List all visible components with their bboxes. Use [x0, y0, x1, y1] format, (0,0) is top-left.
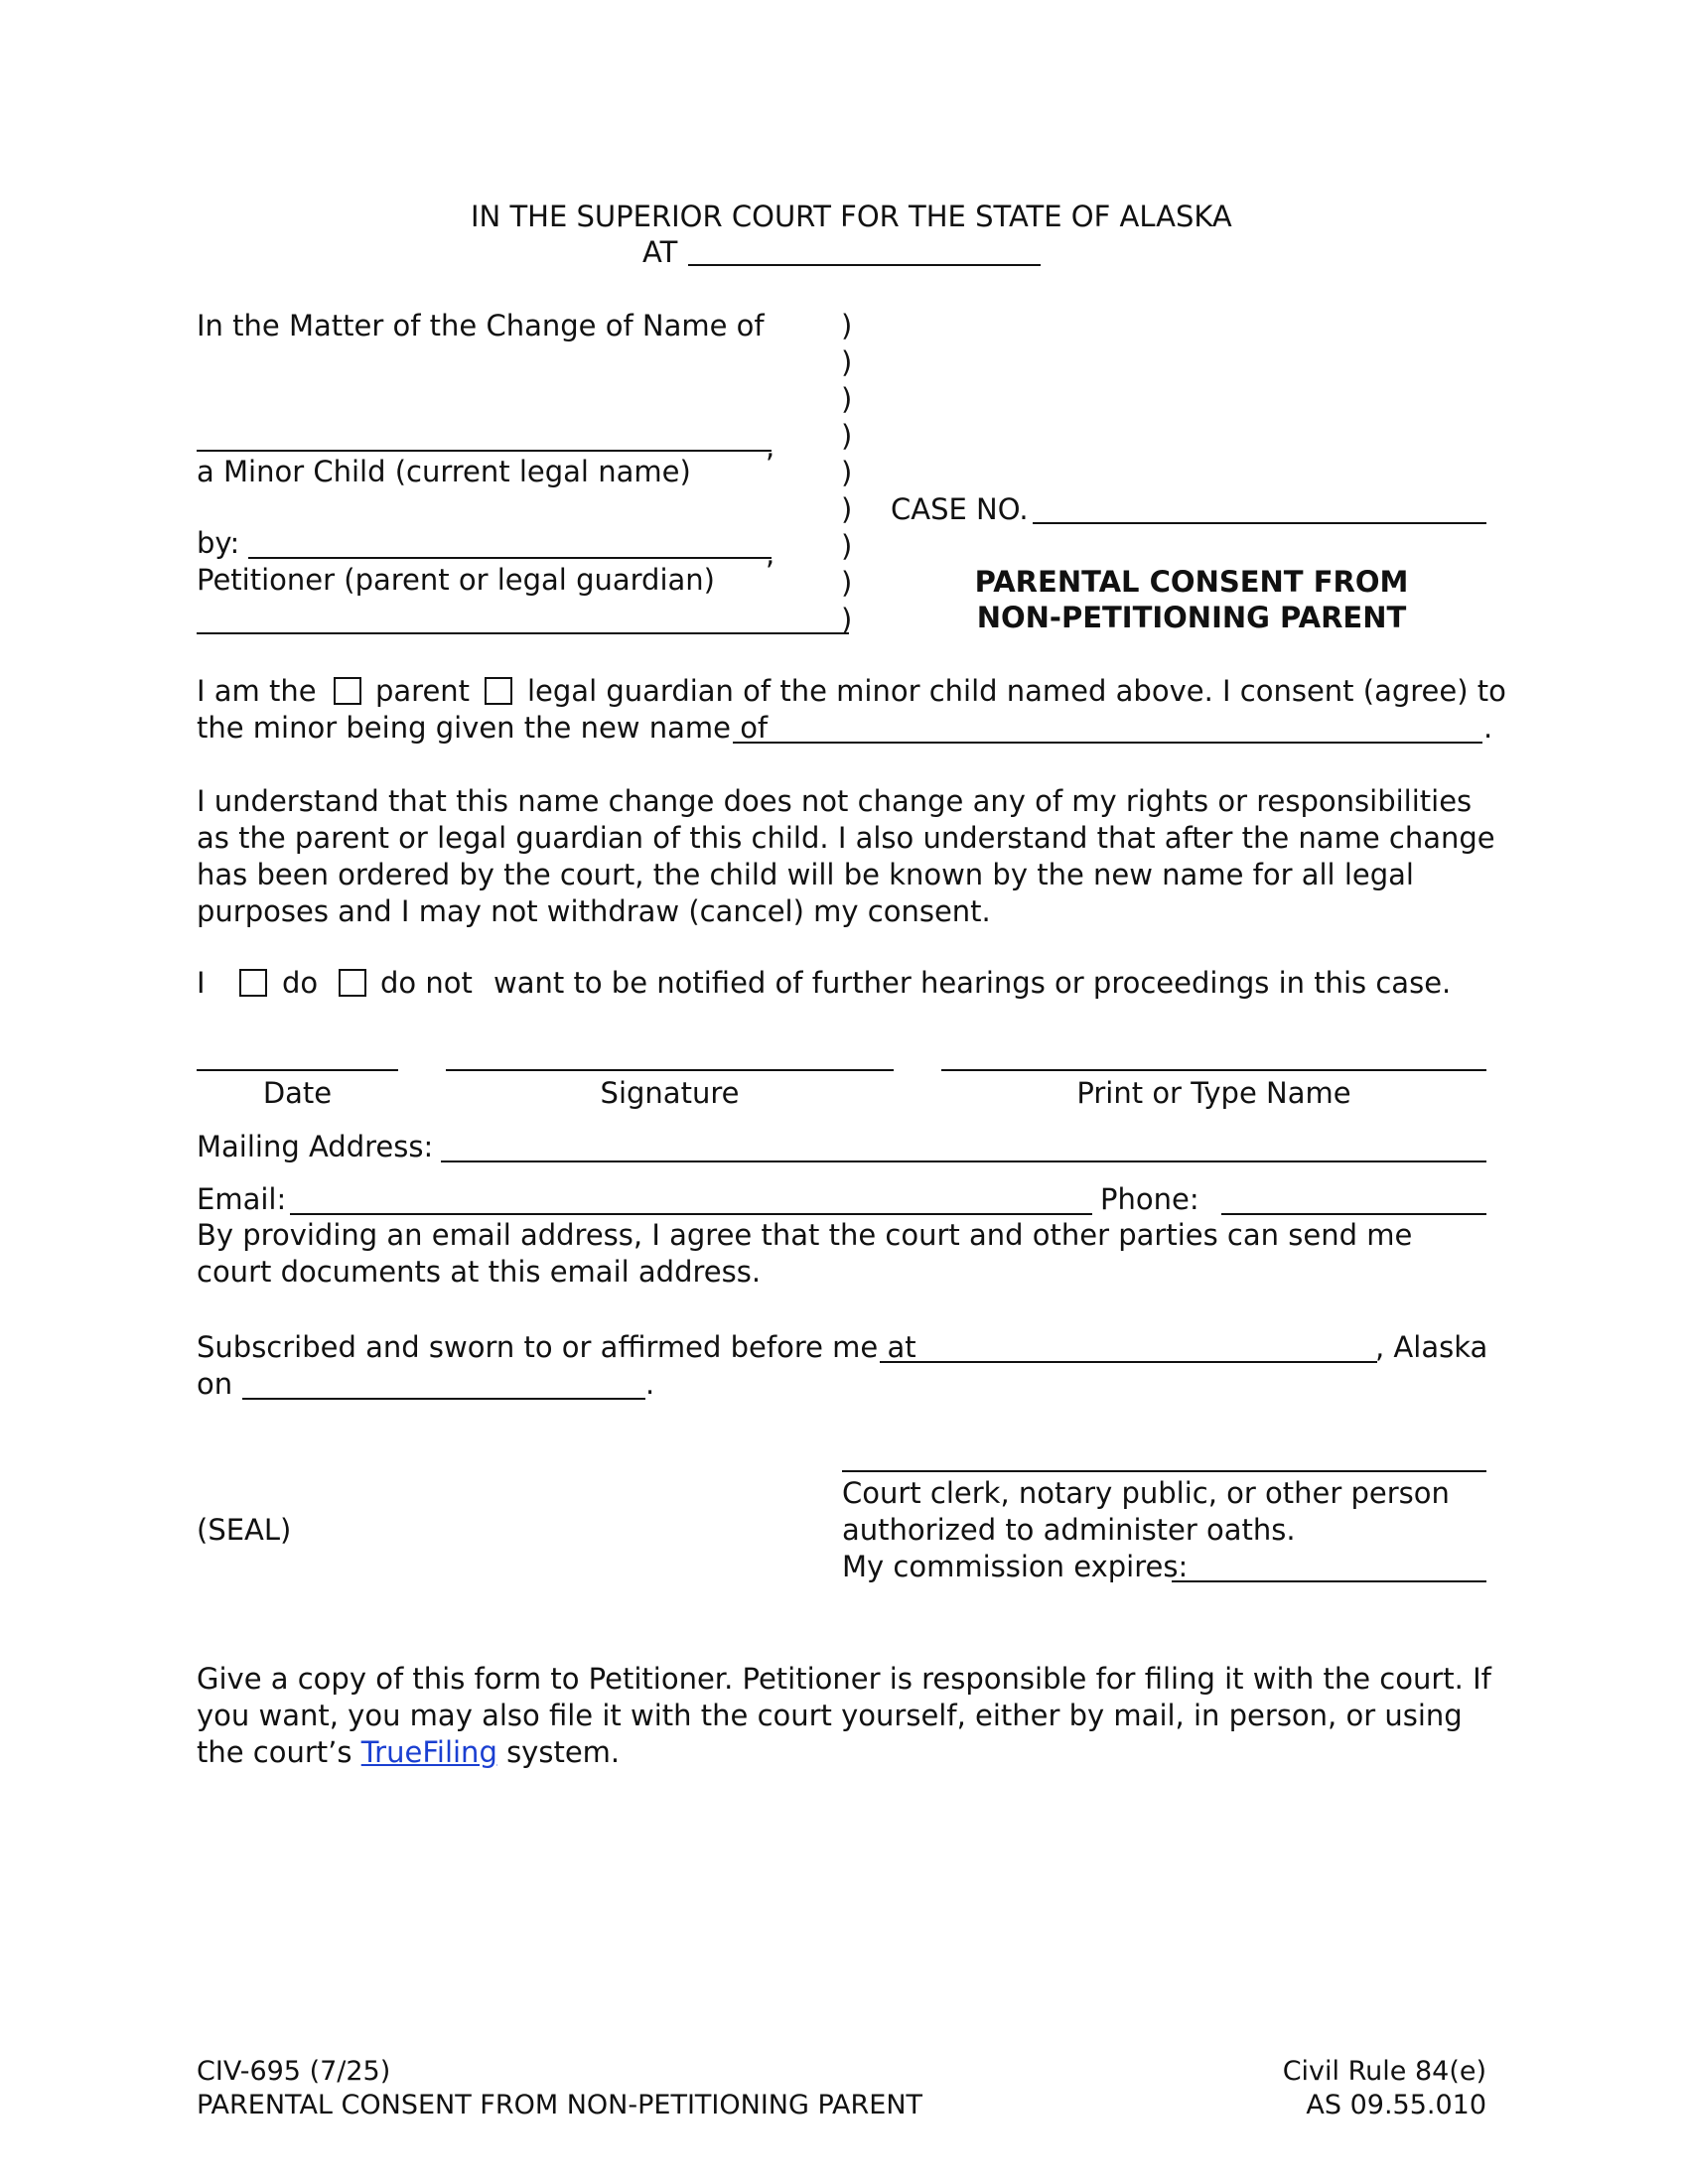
new-name-field[interactable] — [733, 742, 1482, 744]
signature-field[interactable] — [446, 1069, 894, 1071]
notify-do-not-label: do not — [380, 966, 473, 1000]
caption-paren: ) — [841, 382, 853, 416]
guardian-consent-text: legal guardian of the minor child named above. I consent (agree) to — [527, 674, 1506, 708]
i-am-the-label: I am the — [197, 674, 317, 708]
truefiling-link[interactable]: TrueFiling — [360, 1735, 497, 1769]
at-label: AT — [642, 235, 678, 269]
understanding-paragraph: I understand that this name change does not change any of my rights or responsibilities as the parent or legal guardian of this child. I also understand that after the name change has been ordered by the court, the child will be known by the new name for all legal purposes and I may not withdraw (cancel) my consent. — [197, 784, 1495, 928]
commission-expires-label: My commission expires: — [842, 1550, 1189, 1583]
email-consent-note: By providing an email address, I agree that the court and other parties can send me court documents at this email address. — [197, 1218, 1413, 1289]
mailing-address-label: Mailing Address: — [197, 1130, 434, 1163]
notify-do-checkbox[interactable] — [239, 969, 267, 997]
sworn-date-field[interactable] — [242, 1398, 645, 1400]
footer-form-number: CIV-695 (7/25) — [197, 2056, 391, 2087]
petitioner-name-field[interactable] — [248, 557, 772, 559]
new-name-label: the minor being given the new name of — [197, 711, 769, 745]
date-field[interactable] — [197, 1069, 398, 1071]
caption-paren: ) — [841, 309, 853, 342]
sworn-on-label: on — [197, 1367, 233, 1401]
caption-paren: ) — [841, 345, 853, 379]
caption-paren: ) — [841, 566, 853, 600]
print-name-label: Print or Type Name — [1076, 1076, 1351, 1110]
by-label: by: — [197, 526, 240, 560]
parent-checkbox[interactable] — [334, 677, 361, 705]
clerk-label-line2: authorized to administer oaths. — [842, 1513, 1296, 1547]
caption-paren: ) — [841, 603, 853, 636]
notify-i-label: I — [197, 966, 206, 1000]
matter-label: In the Matter of the Change of Name of — [197, 309, 765, 342]
form-title-line1: PARENTAL CONSENT FROM — [974, 565, 1409, 599]
footer-form-title: PARENTAL CONSENT FROM NON-PETITIONING PARENT — [197, 2090, 923, 2120]
case-no-field[interactable] — [1033, 522, 1486, 524]
print-name-field[interactable] — [941, 1069, 1486, 1071]
clerk-label-line1: Court clerk, notary public, or other person — [842, 1476, 1450, 1510]
court-heading: IN THE SUPERIOR COURT FOR THE STATE OF ALASKA — [471, 200, 1232, 233]
parent-label: parent — [375, 674, 471, 708]
instructions-text: Give a copy of this form to Petitioner. Petitioner is responsible for filing it with the court. If you want, you may also file it with the court yourself, either by mail, in person, or using the court’s — [197, 1662, 1491, 1769]
petitioner-label: Petitioner (parent or legal guardian) — [197, 563, 715, 597]
phone-field[interactable] — [1221, 1213, 1486, 1215]
court-location-field[interactable] — [688, 264, 1041, 266]
notify-do-label: do — [282, 966, 319, 1000]
notify-text: want to be notified of further hearings or proceedings in this case. — [493, 966, 1452, 1000]
sworn-location-field[interactable] — [880, 1361, 1377, 1363]
minor-name-field[interactable] — [197, 450, 772, 452]
email-label: Email: — [197, 1182, 287, 1216]
caption-bottom-line — [197, 632, 849, 634]
sworn-text: Subscribed and sworn to or affirmed before me at — [197, 1330, 916, 1364]
date-label: Date — [262, 1076, 333, 1110]
legal-guardian-checkbox[interactable] — [485, 677, 512, 705]
by-comma: , — [766, 537, 775, 571]
footer-statute: AS 09.55.010 — [1306, 2090, 1486, 2120]
case-no-label: CASE NO. — [891, 492, 1029, 526]
filing-instructions — [197, 1661, 1497, 1771]
minor-label: a Minor Child (current legal name) — [197, 455, 691, 488]
clerk-signature-field[interactable] — [842, 1470, 1486, 1472]
mailing-address-field[interactable] — [441, 1160, 1486, 1162]
notify-do-not-checkbox[interactable] — [339, 969, 366, 997]
caption-paren: ) — [841, 456, 853, 489]
commission-expires-field[interactable] — [1172, 1580, 1486, 1582]
caption-paren: ) — [841, 492, 853, 526]
signature-label: Signature — [600, 1076, 740, 1110]
instructions-text-end: system. — [496, 1735, 621, 1769]
caption-paren: ) — [841, 529, 853, 563]
minor-comma: , — [766, 430, 775, 464]
email-field[interactable] — [290, 1213, 1092, 1215]
new-name-period: . — [1483, 711, 1493, 745]
footer-civil-rule: Civil Rule 84(e) — [1282, 2056, 1486, 2087]
caption-paren: ) — [841, 419, 853, 453]
seal-label: (SEAL) — [197, 1513, 292, 1547]
form-title-line2: NON-PETITIONING PARENT — [976, 601, 1407, 634]
phone-label: Phone: — [1100, 1182, 1199, 1216]
sworn-alaska: , Alaska — [1375, 1330, 1488, 1364]
sworn-period: . — [645, 1367, 655, 1401]
